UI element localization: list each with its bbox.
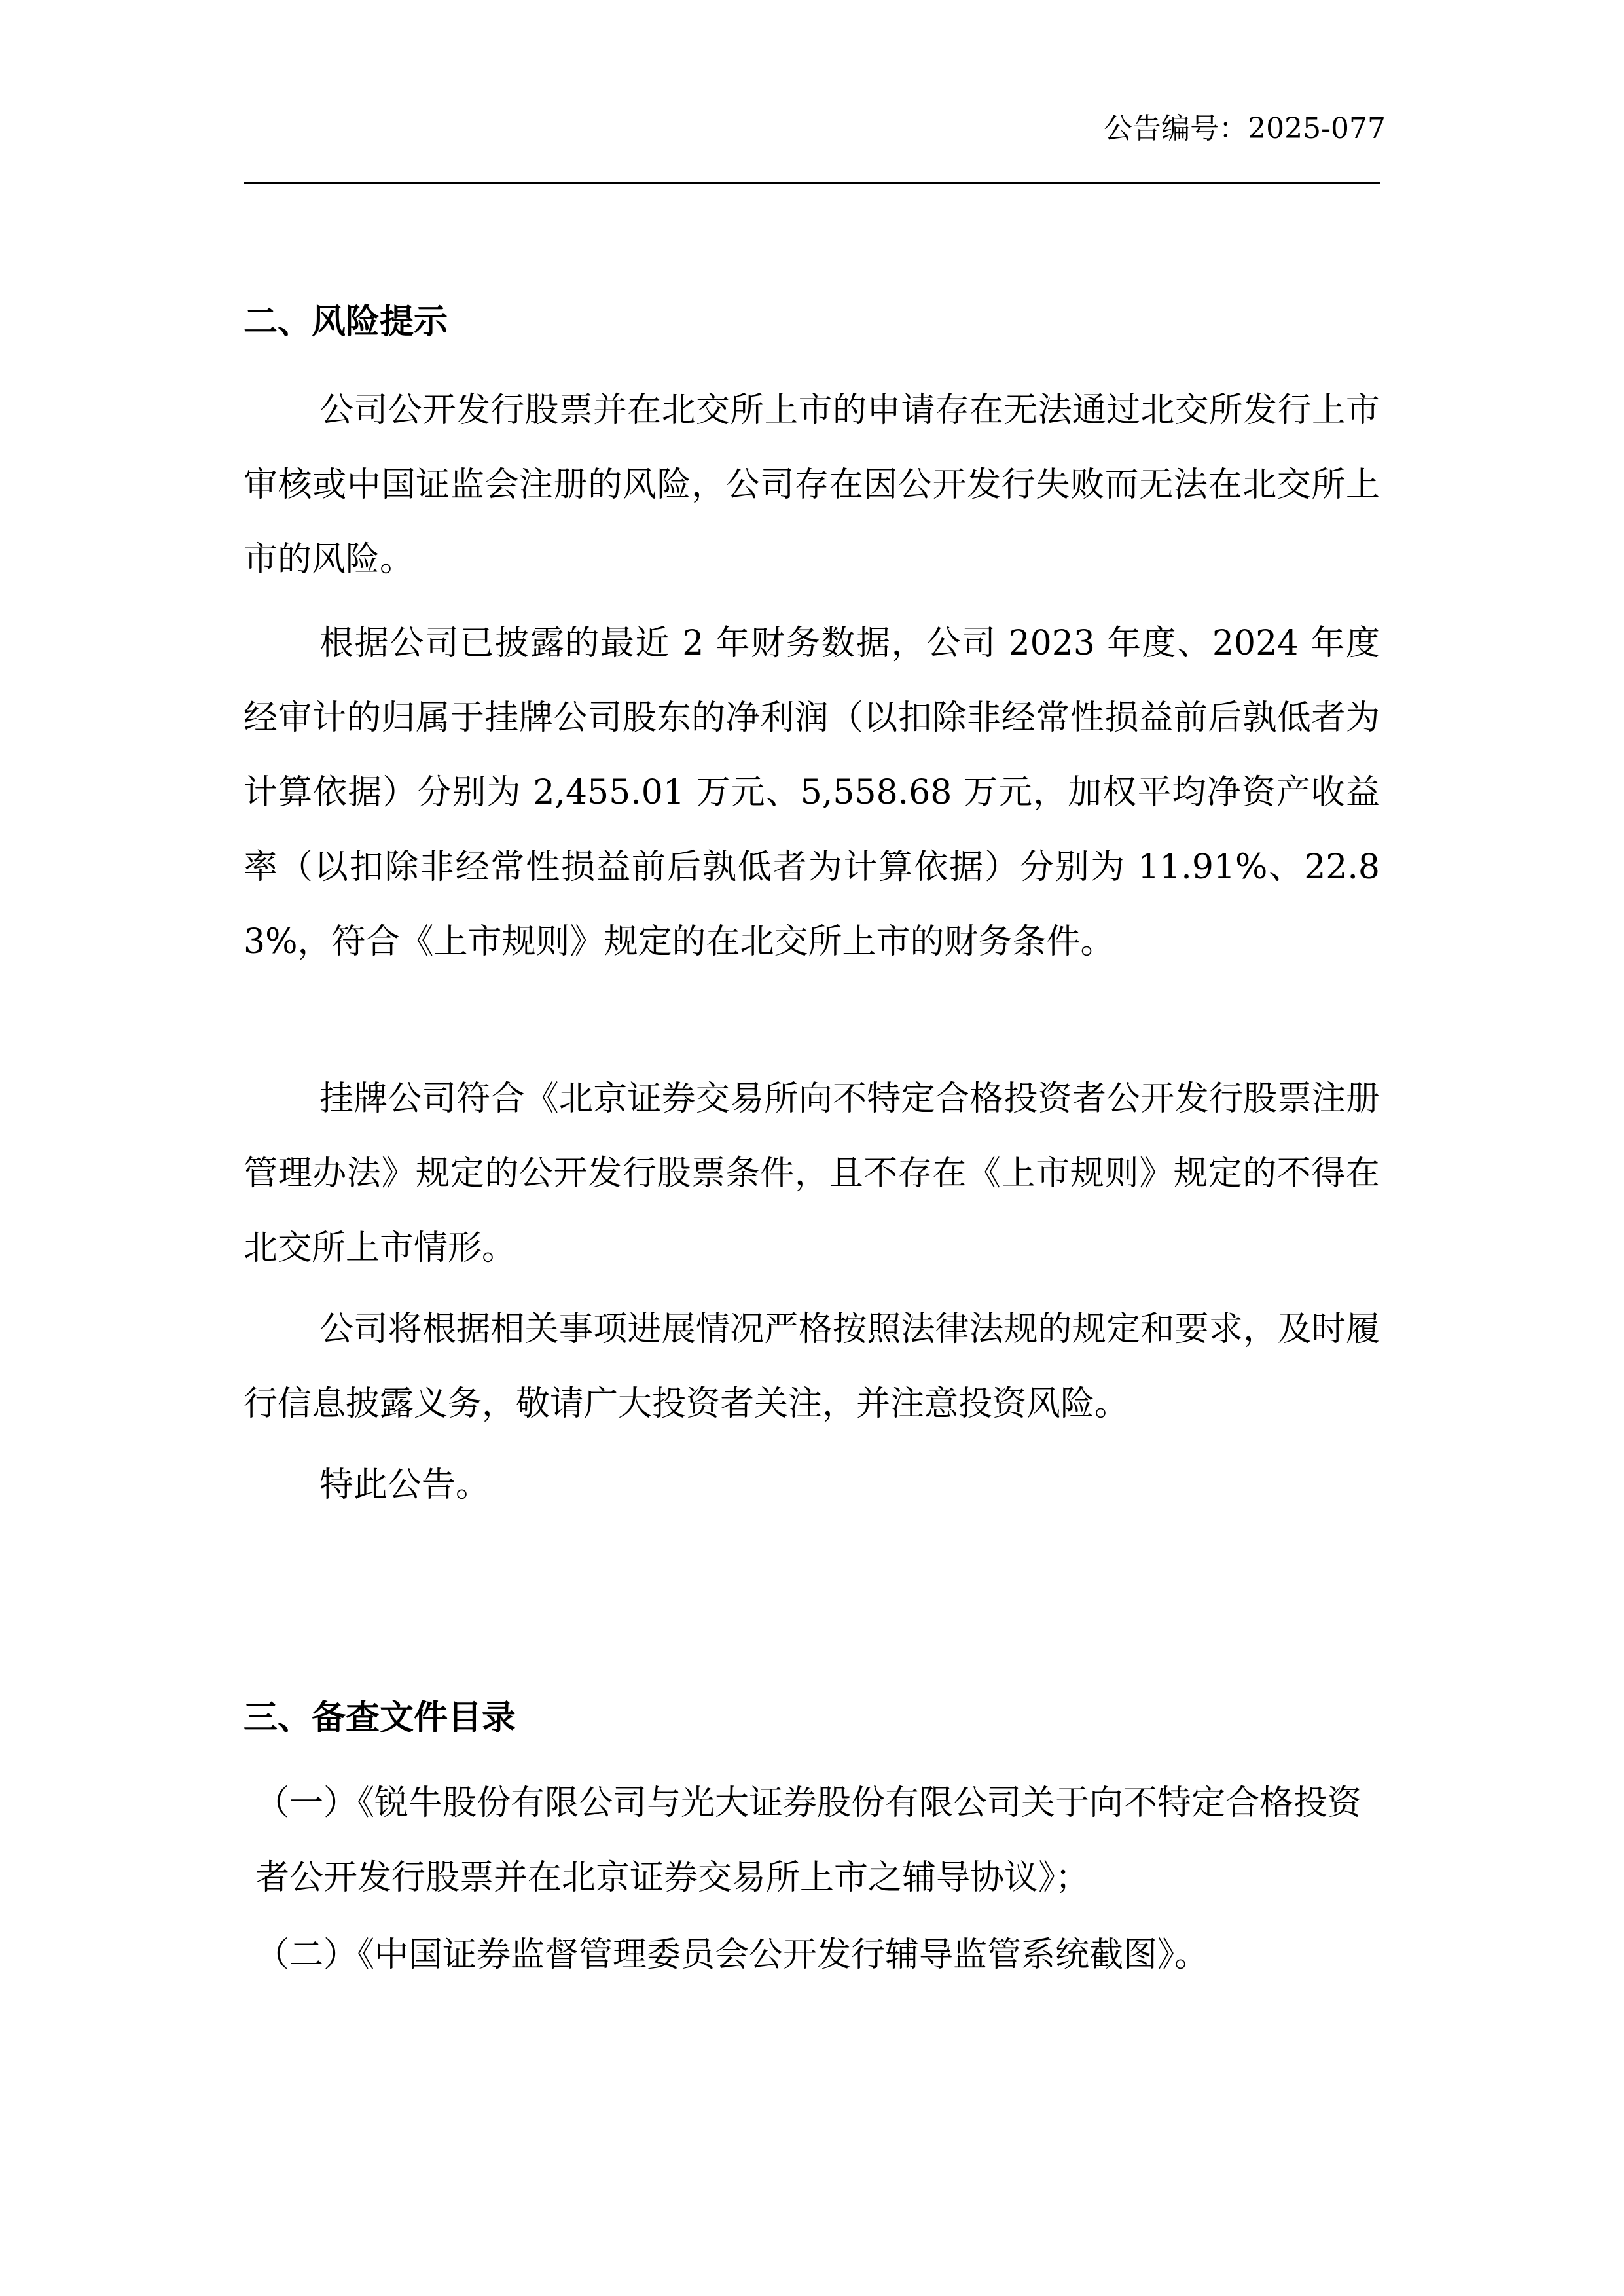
documents-section-heading: 三、备查文件目录 bbox=[244, 1698, 516, 1738]
risk-paragraph-3: 挂牌公司符合《北京证券交易所向不特定合格投资者公开发行股票注册管理办法》规定的公开发行股票条件，且不存在《上市规则》规定的不得在北交所上市情形。 bbox=[244, 1079, 1380, 1268]
risk-section-heading: 二、风险提示 bbox=[244, 302, 448, 342]
risk-paragraph-2: 根据公司已披露的最近 2 年财务数据，公司 2023 年度、2024 年度经审计的归属于挂牌公司股东的净利润（以扣除非经常性损益前后孰低者为计算依据）分别为 2,455.01 万元、5,558.68 万元，加权平均净资产收益率（以扣除非经常性损益前后孰低者为计算依据）分别为 11.91%、22.83%，符合《上市规则》规定的在北交所上市的财务条件。 bbox=[244, 624, 1380, 961]
closing-statement: 特此公告。 bbox=[319, 1465, 490, 1505]
header-divider bbox=[244, 182, 1380, 184]
risk-paragraph-4: 公司将根据相关事项进展情况严格按照法律法规的规定和要求，及时履行信息披露义务，敬请广大投资者关注，并注意投资风险。 bbox=[244, 1310, 1380, 1424]
risk-paragraph-1: 公司公开发行股票并在北交所上市的申请存在无法通过北交所发行上市审核或中国证监会注册的风险，公司存在因公开发行失败而无法在北交所上市的风险。 bbox=[244, 391, 1380, 579]
document-list-item-1: （一）《锐牛股份有限公司与光大证券股份有限公司关于向不特定合格投资者公开发行股票并在北京证券交易所上市之辅导协议》； bbox=[255, 1784, 1362, 1897]
announcement-number: 公告编号：2025-077 bbox=[1104, 112, 1386, 145]
document-list-item-2: （二）《中国证券监督管理委员会公开发行辅导监管系统截图》。 bbox=[255, 1935, 1209, 1975]
